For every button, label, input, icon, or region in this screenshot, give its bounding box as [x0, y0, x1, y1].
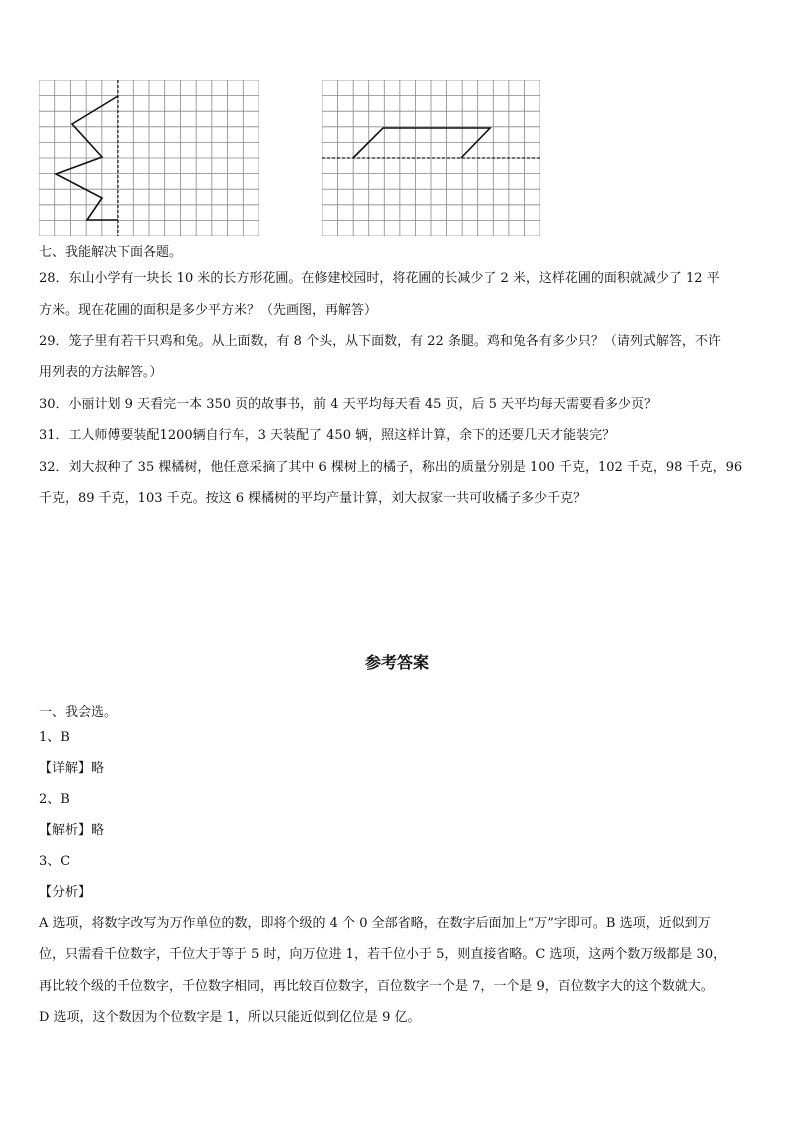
answer-3-line-2: 位，只需看千位数字，千位大于等于 5 时，向万位进 1，若千位小于 5，则直接省略。C 选项，这两个数万级都是 30， — [39, 947, 727, 962]
answer-3-line-4: D 选项，这个数因为个位数字是 1，所以只能近似到亿位是 9 亿。 — [39, 1010, 421, 1025]
question-32-line-2: 千克，89 千克，103 千克。按这 6 棵橘树的平均产量计算，刘大叔家一共可收橘子多少千克？ — [39, 491, 587, 506]
question-29-line-1: 29．笼子里有若干只鸡和兔。从上面数，有 8 个头，从下面数，有 22 条腿。鸡和兔各有多少只？（请列式解答，不许 — [39, 334, 721, 349]
answer-3-label: 【分析】 — [39, 885, 92, 900]
grid-lines — [39, 80, 259, 236]
answers-section-heading: 一、我会选。 — [39, 705, 118, 720]
question-32-line-1: 32．刘大叔种了 35 棵橘树，他任意采摘了其中 6 棵树上的橘子，称出的质量分别是 100 千克，102 千克，98 千克，96 — [39, 460, 743, 475]
question-29-line-2: 用列表的方法解答。） — [39, 365, 163, 380]
answer-2: 2、B — [39, 792, 70, 807]
question-28-line-1: 28．东山小学有一块长 10 米的长方形花圃。在修建校园时，将花圃的长减少了 2 米，这样花圃的面积就减少了 12 平 — [39, 271, 720, 286]
answer-1-detail: 【详解】略 — [39, 761, 105, 776]
answer-3-line-1: A 选项，将数字改写为万作单位的数，即将个级的 4 个 0 全部省略，在数字后面加上“万”字即可。B 选项，近似到万 — [39, 916, 711, 931]
question-28-line-2: 方米。现在花圃的面积是多少平方米？（先画图，再解答） — [39, 303, 378, 318]
half-shape — [353, 128, 490, 158]
answer-2-detail: 【解析】略 — [39, 823, 105, 838]
grid-figure-right — [322, 80, 540, 236]
answer-3: 3、C — [39, 854, 71, 869]
section-heading: 七、我能解决下面各题。 — [39, 245, 183, 260]
answers-title: 参考答案 — [364, 653, 429, 672]
answer-1: 1、B — [39, 730, 70, 745]
question-30: 30．小丽计划 9 天看完一本 350 页的故事书，前 4 天平均每天看 45 页，后 5 天平均每天需要看多少页？ — [39, 397, 658, 412]
grid-figure-left — [39, 80, 259, 236]
question-31: 31．工人师傅要装配1200辆自行车，3 天装配了 450 辆，照这样计算，余下的还要几天才能装完？ — [39, 428, 616, 443]
answer-3-line-3: 再比较个级的千位数字，千位数字相同，再比较百位数字，百位数字一个是 7，一个是 9，百位数字大的这个数就大。 — [39, 979, 714, 994]
